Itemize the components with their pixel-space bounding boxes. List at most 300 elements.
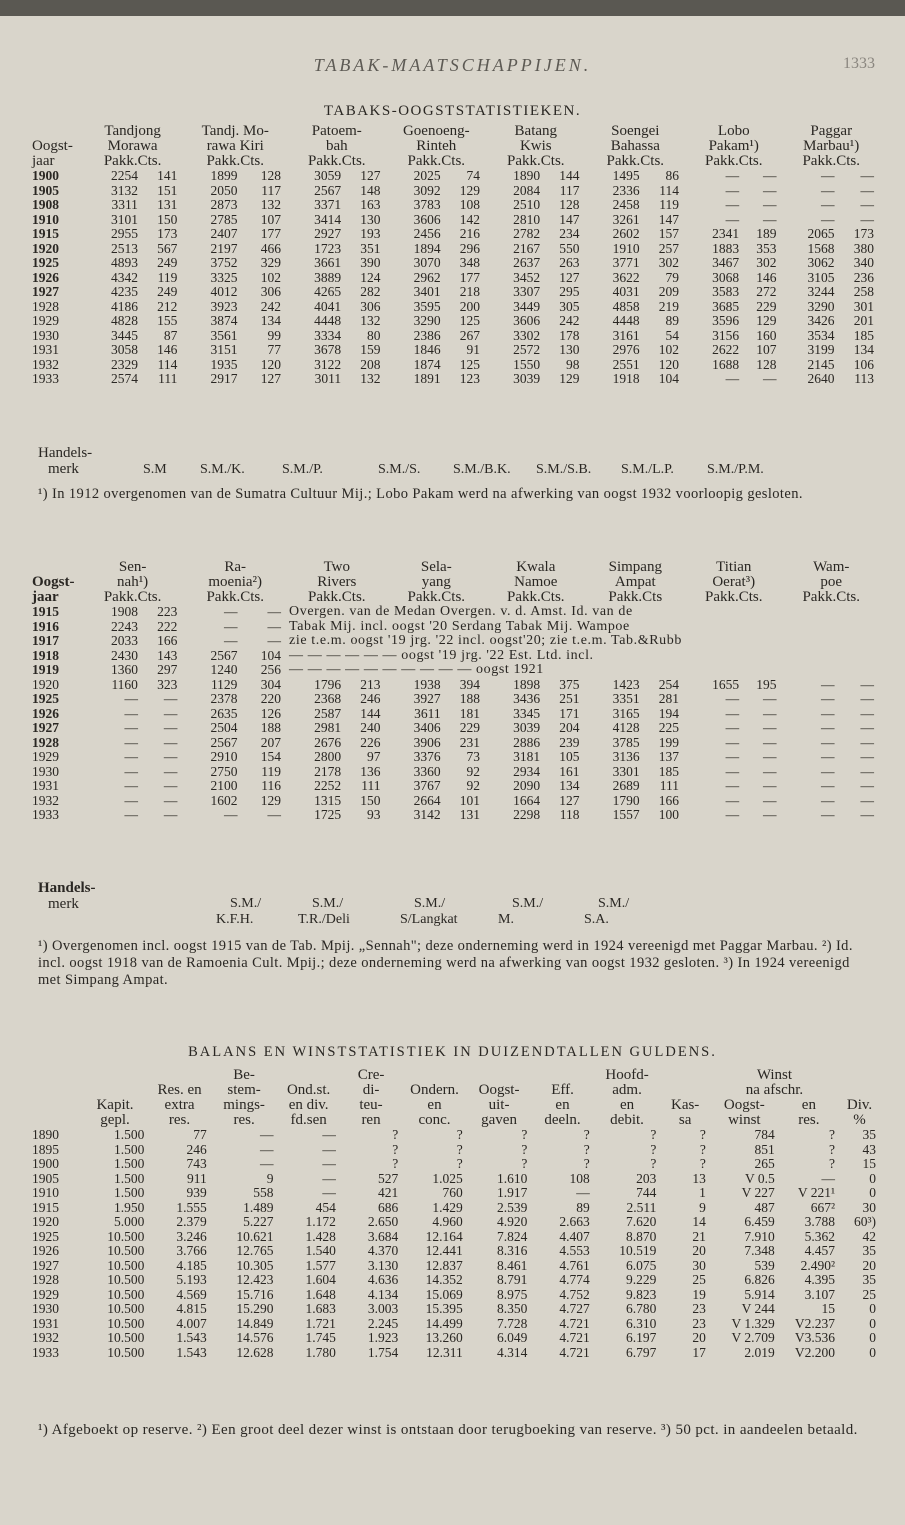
handelsmerk-cell: S.A. (584, 912, 609, 927)
pakken-cell: 2050 (210, 182, 238, 198)
value-cell: 1.543 (176, 1330, 207, 1345)
year-cell: 1928 (32, 298, 59, 314)
cents-cell: 195 (756, 676, 777, 692)
year-cell: 1927 (32, 720, 59, 735)
year-cell: 1917 (32, 633, 59, 648)
value-cell: 13.260 (425, 1330, 463, 1345)
cents-cell: — (762, 720, 777, 735)
year-cell: 1929 (32, 313, 59, 328)
year-cell: 1908 (32, 197, 59, 212)
pakken-cell: 3622 (612, 269, 640, 285)
cents-cell: 100 (658, 807, 680, 822)
value-cell: — (576, 1185, 590, 1200)
column-header: en (801, 1097, 816, 1113)
value-cell: 10.500 (107, 1228, 145, 1244)
column-header: Morawa (107, 138, 158, 154)
pakken-cell: — (820, 182, 835, 198)
value-cell: 667² (810, 1199, 835, 1215)
table-row (30, 271, 880, 286)
value-cell: 9.229 (626, 1272, 657, 1287)
column-header: fd.sen (290, 1112, 327, 1128)
handelsmerk-cell: K.F.H. (216, 912, 254, 927)
cents-cell: 163 (360, 197, 381, 212)
year-cell: 1920 (32, 1214, 59, 1229)
cents-cell: 216 (459, 226, 481, 241)
pakken-cell: 2917 (210, 371, 238, 386)
pakken-cell: — (124, 778, 138, 793)
cents-cell: — (762, 792, 777, 808)
pakken-cell: — (820, 720, 835, 735)
cents-cell: 282 (360, 284, 381, 299)
value-cell: V 0.5 (744, 1170, 775, 1186)
column-header: Pakam¹) (708, 138, 759, 154)
table-row (30, 1273, 880, 1288)
value-cell: 0 (869, 1170, 876, 1186)
value-cell: 2.663 (559, 1214, 590, 1229)
pakken-cell: 3290 (807, 298, 835, 314)
table-row (30, 285, 880, 300)
pakken-cell: 3345 (513, 705, 541, 721)
table-row (30, 750, 880, 765)
value-cell: 539 (754, 1257, 775, 1273)
pakken-cell: 1846 (413, 342, 441, 357)
pakken-cell: 4448 (612, 313, 640, 328)
value-cell: 4.727 (559, 1301, 590, 1316)
pakken-cell: 2341 (712, 226, 740, 241)
cents-cell: — (762, 778, 777, 793)
value-cell: 760 (442, 1185, 463, 1200)
table2-handelsmerk-row (0, 896, 905, 930)
value-cell: 10.500 (107, 1315, 145, 1331)
cents-cell: 54 (665, 327, 680, 343)
pakken-cell: 3923 (210, 298, 238, 314)
pakken-cell: 2336 (612, 182, 640, 198)
value-cell: 3.766 (176, 1243, 207, 1258)
column-header: Ampat (614, 574, 656, 590)
table-row (30, 198, 880, 213)
pakken-cell: — (725, 371, 740, 386)
value-cell: 9.823 (626, 1286, 657, 1302)
pakken-cell: 4858 (612, 298, 640, 314)
year-cell: 1918 (32, 647, 59, 663)
year-cell: 1895 (32, 1141, 59, 1157)
column-header: Pakk.Cts. (802, 153, 860, 169)
value-cell: 686 (377, 1199, 399, 1215)
table-row (30, 794, 880, 809)
pakken-cell: 2676 (314, 734, 342, 750)
column-header: Namoe (514, 574, 558, 590)
table-row (30, 779, 880, 794)
year-cell: 1920 (32, 676, 59, 692)
pakken-cell: 1240 (210, 662, 238, 677)
pakken-cell: 3011 (314, 371, 342, 386)
value-cell: 6.780 (626, 1301, 657, 1316)
value-cell: 2.019 (744, 1344, 775, 1360)
cents-cell: 166 (658, 792, 680, 808)
value-cell: 10.500 (107, 1286, 145, 1302)
cents-cell: — (163, 792, 178, 808)
page-number: 1333 (843, 55, 875, 72)
cents-cell: 116 (261, 778, 282, 793)
pakken-cell: 2252 (314, 778, 342, 793)
value-cell: V 227 (741, 1185, 775, 1200)
pakken-cell: — (124, 734, 138, 750)
corner-cell (30, 560, 82, 575)
value-cell: 1 (699, 1185, 706, 1200)
column-header: Pakk.Cts. (407, 589, 466, 605)
merger-note-cell: Overgen. van de Medan Overgen. v. d. Amst. Id. van de (289, 604, 633, 619)
cents-cell: — (762, 749, 777, 764)
pakken-cell: 3244 (807, 284, 835, 299)
column-header (30, 1098, 82, 1113)
column-header: Marbau¹) (803, 138, 860, 154)
cents-cell: 77 (267, 342, 282, 357)
cents-cell: 263 (559, 255, 580, 270)
column-header: Kas- (670, 1097, 700, 1113)
corner-cell: Oogst- (32, 574, 75, 590)
pakken-cell: 2567 (210, 734, 238, 750)
column-header: Kapit. (96, 1097, 134, 1113)
year-cell: 1926 (32, 269, 59, 285)
value-cell: 14.499 (425, 1315, 463, 1331)
table-row (30, 184, 880, 199)
cents-cell: 188 (260, 720, 282, 735)
value-cell: 4.752 (559, 1286, 590, 1302)
cents-cell: 249 (157, 284, 178, 299)
cents-cell: — (267, 618, 282, 634)
value-cell: 1.577 (305, 1257, 336, 1273)
pakken-cell: — (725, 720, 740, 735)
pakken-cell: 1664 (513, 792, 541, 808)
cents-cell: 101 (459, 792, 481, 808)
year-cell: 1933 (32, 1344, 59, 1360)
value-cell: 10.500 (107, 1272, 145, 1287)
value-cell: — (259, 1141, 274, 1157)
cents-cell: 104 (658, 371, 680, 386)
column-header: Cre- (357, 1067, 385, 1083)
value-cell: ? (392, 1141, 399, 1157)
cents-cell: 99 (267, 327, 282, 343)
pakken-cell: — (124, 720, 138, 735)
pakken-cell: — (820, 197, 835, 212)
pakken-cell: 2378 (210, 691, 238, 706)
cents-cell: 306 (260, 284, 282, 299)
value-cell: 15 (821, 1301, 835, 1316)
scan-top-band (0, 0, 905, 16)
year-cell: 1928 (32, 1272, 59, 1287)
value-cell: 4.721 (559, 1315, 590, 1331)
column-header: Pakk.Cts. (705, 153, 763, 169)
pakken-cell: 3889 (314, 269, 342, 285)
cents-cell: 127 (559, 269, 580, 285)
pakken-cell: — (725, 168, 740, 183)
year-cell: 1905 (32, 182, 59, 198)
handelsmerk-cell: T.R./Deli (298, 912, 350, 927)
table-row (30, 1288, 880, 1303)
column-header: Bahassa (610, 138, 660, 154)
cents-cell: 150 (157, 211, 178, 227)
column-header: sa (678, 1112, 692, 1128)
value-cell: 17 (692, 1344, 706, 1360)
table-row (30, 1128, 880, 1143)
cents-cell: 105 (559, 749, 580, 764)
cents-cell: 201 (853, 313, 874, 328)
cents-cell: 146 (756, 269, 777, 285)
pakken-cell: — (725, 749, 740, 764)
value-cell: 3.130 (367, 1257, 399, 1273)
cents-cell: — (860, 778, 874, 793)
cents-cell: — (860, 182, 874, 198)
pakken-cell: 2785 (210, 211, 238, 227)
year-cell: 1931 (32, 342, 59, 357)
pakken-cell: — (820, 749, 835, 764)
pakken-cell: — (725, 197, 740, 212)
year-cell: 1932 (32, 356, 59, 372)
value-cell: 1.683 (305, 1301, 336, 1316)
column-header: Ra- (224, 559, 247, 575)
column-header: Div. (846, 1097, 873, 1113)
value-cell: 743 (186, 1156, 207, 1171)
table1-handelsmerk-row (0, 462, 905, 478)
merger-note-cell: — — — — — — — — — — oogst 1921 (289, 662, 544, 677)
table-row (30, 663, 880, 678)
pakken-cell: 3068 (712, 269, 740, 285)
cents-cell: 128 (260, 168, 282, 183)
cents-cell: 150 (360, 792, 381, 808)
pakken-cell: 3039 (513, 720, 541, 735)
value-cell: 10.500 (107, 1344, 145, 1360)
cents-cell: 185 (853, 327, 874, 343)
cents-cell: — (163, 705, 178, 721)
value-cell: 30 (692, 1257, 706, 1273)
pakken-cell: 1160 (111, 676, 138, 692)
pakken-cell: 3414 (314, 211, 342, 227)
pakken-cell: — (124, 807, 138, 822)
table-row (30, 765, 880, 780)
handelsmerk-cell: S.M./P.M. (707, 462, 764, 477)
pakken-cell: 3426 (807, 313, 835, 328)
column-header: deeln. (544, 1112, 581, 1128)
value-cell: 246 (186, 1141, 207, 1157)
cents-cell: 267 (459, 327, 481, 343)
cents-cell: — (267, 633, 282, 648)
column-header (277, 1068, 339, 1083)
column-header: bah (325, 138, 348, 154)
value-cell: 5.914 (744, 1286, 775, 1302)
year-cell: 1933 (32, 371, 59, 386)
pakken-cell: — (223, 633, 238, 648)
pakken-cell: — (820, 778, 835, 793)
pakken-cell: 3371 (314, 197, 342, 212)
value-cell: 12.837 (425, 1257, 463, 1273)
pakken-cell: 3062 (807, 255, 835, 270)
cents-cell: 166 (157, 633, 178, 648)
table-row (30, 605, 880, 620)
value-cell: 3.788 (804, 1214, 835, 1229)
column-header: Hoofd- (605, 1067, 649, 1083)
pakken-cell: 2810 (513, 211, 541, 227)
table-row (30, 678, 880, 693)
table-row (30, 736, 880, 751)
cents-cell: 151 (157, 182, 178, 198)
cents-cell: 134 (260, 313, 282, 328)
value-cell: 4.920 (496, 1214, 528, 1229)
cents-cell: 129 (459, 182, 481, 198)
pakken-cell: — (820, 705, 835, 721)
cents-cell: 146 (157, 342, 178, 357)
cents-cell: 212 (157, 298, 178, 314)
year-cell: 1927 (32, 284, 59, 299)
cents-cell: 225 (658, 720, 680, 735)
cents-cell: 181 (459, 705, 481, 721)
column-header: res. (798, 1112, 820, 1128)
cents-cell: 126 (260, 705, 282, 721)
cents-cell: 120 (260, 356, 282, 372)
table-row (30, 1230, 880, 1245)
cents-cell: 222 (157, 618, 178, 634)
cents-cell: 114 (157, 356, 178, 372)
value-cell: 6.075 (626, 1257, 657, 1273)
cents-cell: 111 (158, 371, 178, 386)
cents-cell: 118 (559, 807, 580, 822)
value-cell: 43 (862, 1141, 876, 1157)
value-cell: V 2.709 (731, 1330, 775, 1345)
column-header (467, 1068, 532, 1083)
pakken-cell: 1935 (210, 356, 238, 372)
value-cell: 0 (869, 1344, 876, 1360)
table-row (30, 634, 880, 649)
value-cell: 14.849 (236, 1315, 274, 1331)
value-cell: 21 (692, 1228, 706, 1244)
table-row (30, 343, 880, 358)
column-header: adm. (612, 1082, 642, 1098)
value-cell: 4.314 (496, 1344, 528, 1360)
pakken-cell: 2368 (314, 691, 342, 706)
value-cell: 3.684 (367, 1228, 399, 1244)
table-row (30, 329, 880, 344)
cents-cell: 117 (559, 182, 580, 198)
value-cell: 4.407 (559, 1228, 590, 1244)
value-cell: 8.870 (626, 1228, 657, 1244)
value-cell: 25 (692, 1272, 706, 1287)
cents-cell: 329 (260, 255, 282, 270)
cents-cell: 301 (853, 298, 874, 314)
cents-cell: 306 (360, 298, 381, 314)
pakken-cell: 3142 (413, 807, 441, 822)
cents-cell: 132 (360, 371, 381, 386)
cents-cell: 89 (665, 313, 680, 328)
cents-cell: 305 (559, 298, 580, 314)
cents-cell: 199 (658, 734, 680, 750)
corner-cell: Oogst- (32, 138, 73, 154)
cents-cell: 251 (559, 691, 580, 706)
value-cell: 1.721 (305, 1315, 336, 1331)
cents-cell: — (762, 182, 777, 198)
value-cell: — (259, 1156, 274, 1171)
pakken-cell: 2689 (612, 778, 640, 793)
cents-cell: — (762, 807, 777, 822)
pakken-cell: 3156 (712, 327, 740, 343)
pakken-cell: 3301 (612, 763, 640, 779)
pakken-cell: 2504 (210, 720, 238, 735)
pakken-cell: 2025 (413, 168, 441, 183)
cents-cell: 223 (157, 604, 178, 619)
pakken-cell: 2934 (513, 763, 541, 779)
column-header: Tandjong (104, 123, 161, 139)
cents-cell: — (860, 676, 874, 692)
value-cell: 4.774 (559, 1272, 590, 1287)
table3-footnote: ¹) Afgeboekt op reserve. ²) Een groot deel dezer winst is ontstaan door terugboeking van reserve. ³) 50 pct. in aandeelen betaald. (38, 1422, 858, 1438)
value-cell: 8.975 (496, 1286, 528, 1302)
value-cell: 19 (692, 1286, 706, 1302)
cents-cell: 104 (260, 647, 282, 663)
cents-cell: 236 (853, 269, 874, 285)
column-header: Pakk.Cts. (308, 153, 366, 169)
table-row (30, 372, 880, 387)
pakken-cell: 4265 (314, 284, 342, 299)
cents-cell: 74 (466, 168, 481, 183)
cents-cell: 380 (853, 240, 874, 256)
cents-cell: — (860, 720, 874, 735)
value-cell: 6.310 (626, 1315, 657, 1331)
pakken-cell: 3406 (413, 720, 441, 735)
pakken-cell: 2800 (314, 749, 342, 764)
pakken-cell: 2635 (210, 705, 238, 721)
table-row (30, 1317, 880, 1332)
pakken-cell: 2510 (513, 197, 541, 212)
handelsmerk-label-line2: merk (48, 461, 79, 477)
cents-cell: 128 (559, 197, 580, 212)
merger-note-cell: Tabak Mij. incl. oogst '20 Serdang Tabak Mij. Wampoe (289, 618, 630, 634)
column-header: Batang (514, 123, 558, 139)
table-row (30, 242, 880, 257)
pakken-cell: 3092 (413, 182, 441, 198)
pakken-cell: 3927 (413, 691, 441, 706)
pakken-cell: 2910 (210, 749, 238, 764)
pakken-cell: 2456 (413, 226, 441, 241)
value-cell: 35 (862, 1243, 876, 1258)
year-cell: 1930 (32, 1301, 59, 1316)
cents-cell: 220 (260, 691, 282, 706)
column-header: Be- (233, 1067, 255, 1083)
pakken-cell: 1688 (712, 356, 740, 372)
cents-cell: 209 (658, 284, 680, 299)
year-cell: 1915 (32, 604, 59, 619)
value-cell: 2.245 (367, 1315, 399, 1331)
cents-cell: 304 (260, 676, 282, 692)
column-header: Pakk.Cts. (206, 153, 264, 169)
column-header: Res. en (157, 1082, 202, 1098)
pakken-cell: 1725 (314, 807, 342, 822)
column-header: rawa Kiri (206, 138, 264, 154)
pakken-cell: 4128 (612, 720, 640, 735)
cents-cell: 132 (260, 197, 282, 212)
running-title: TABAK-MAATSCHAPPIJEN. (313, 55, 592, 75)
column-header: Pakk.Cts. (206, 589, 264, 605)
pakken-cell: 2407 (210, 226, 238, 241)
pakken-cell: 2567 (210, 647, 238, 663)
pakken-cell: 2033 (110, 633, 138, 648)
cents-cell: 132 (360, 313, 381, 328)
value-cell: V 1.329 (731, 1315, 775, 1331)
value-cell: — (322, 1156, 336, 1171)
value-cell: — (322, 1185, 336, 1200)
year-cell: 1900 (32, 1156, 59, 1171)
cents-cell: 189 (756, 226, 777, 241)
table-row (30, 169, 880, 184)
value-cell: 5.000 (113, 1214, 145, 1229)
cents-cell: 102 (658, 342, 680, 357)
